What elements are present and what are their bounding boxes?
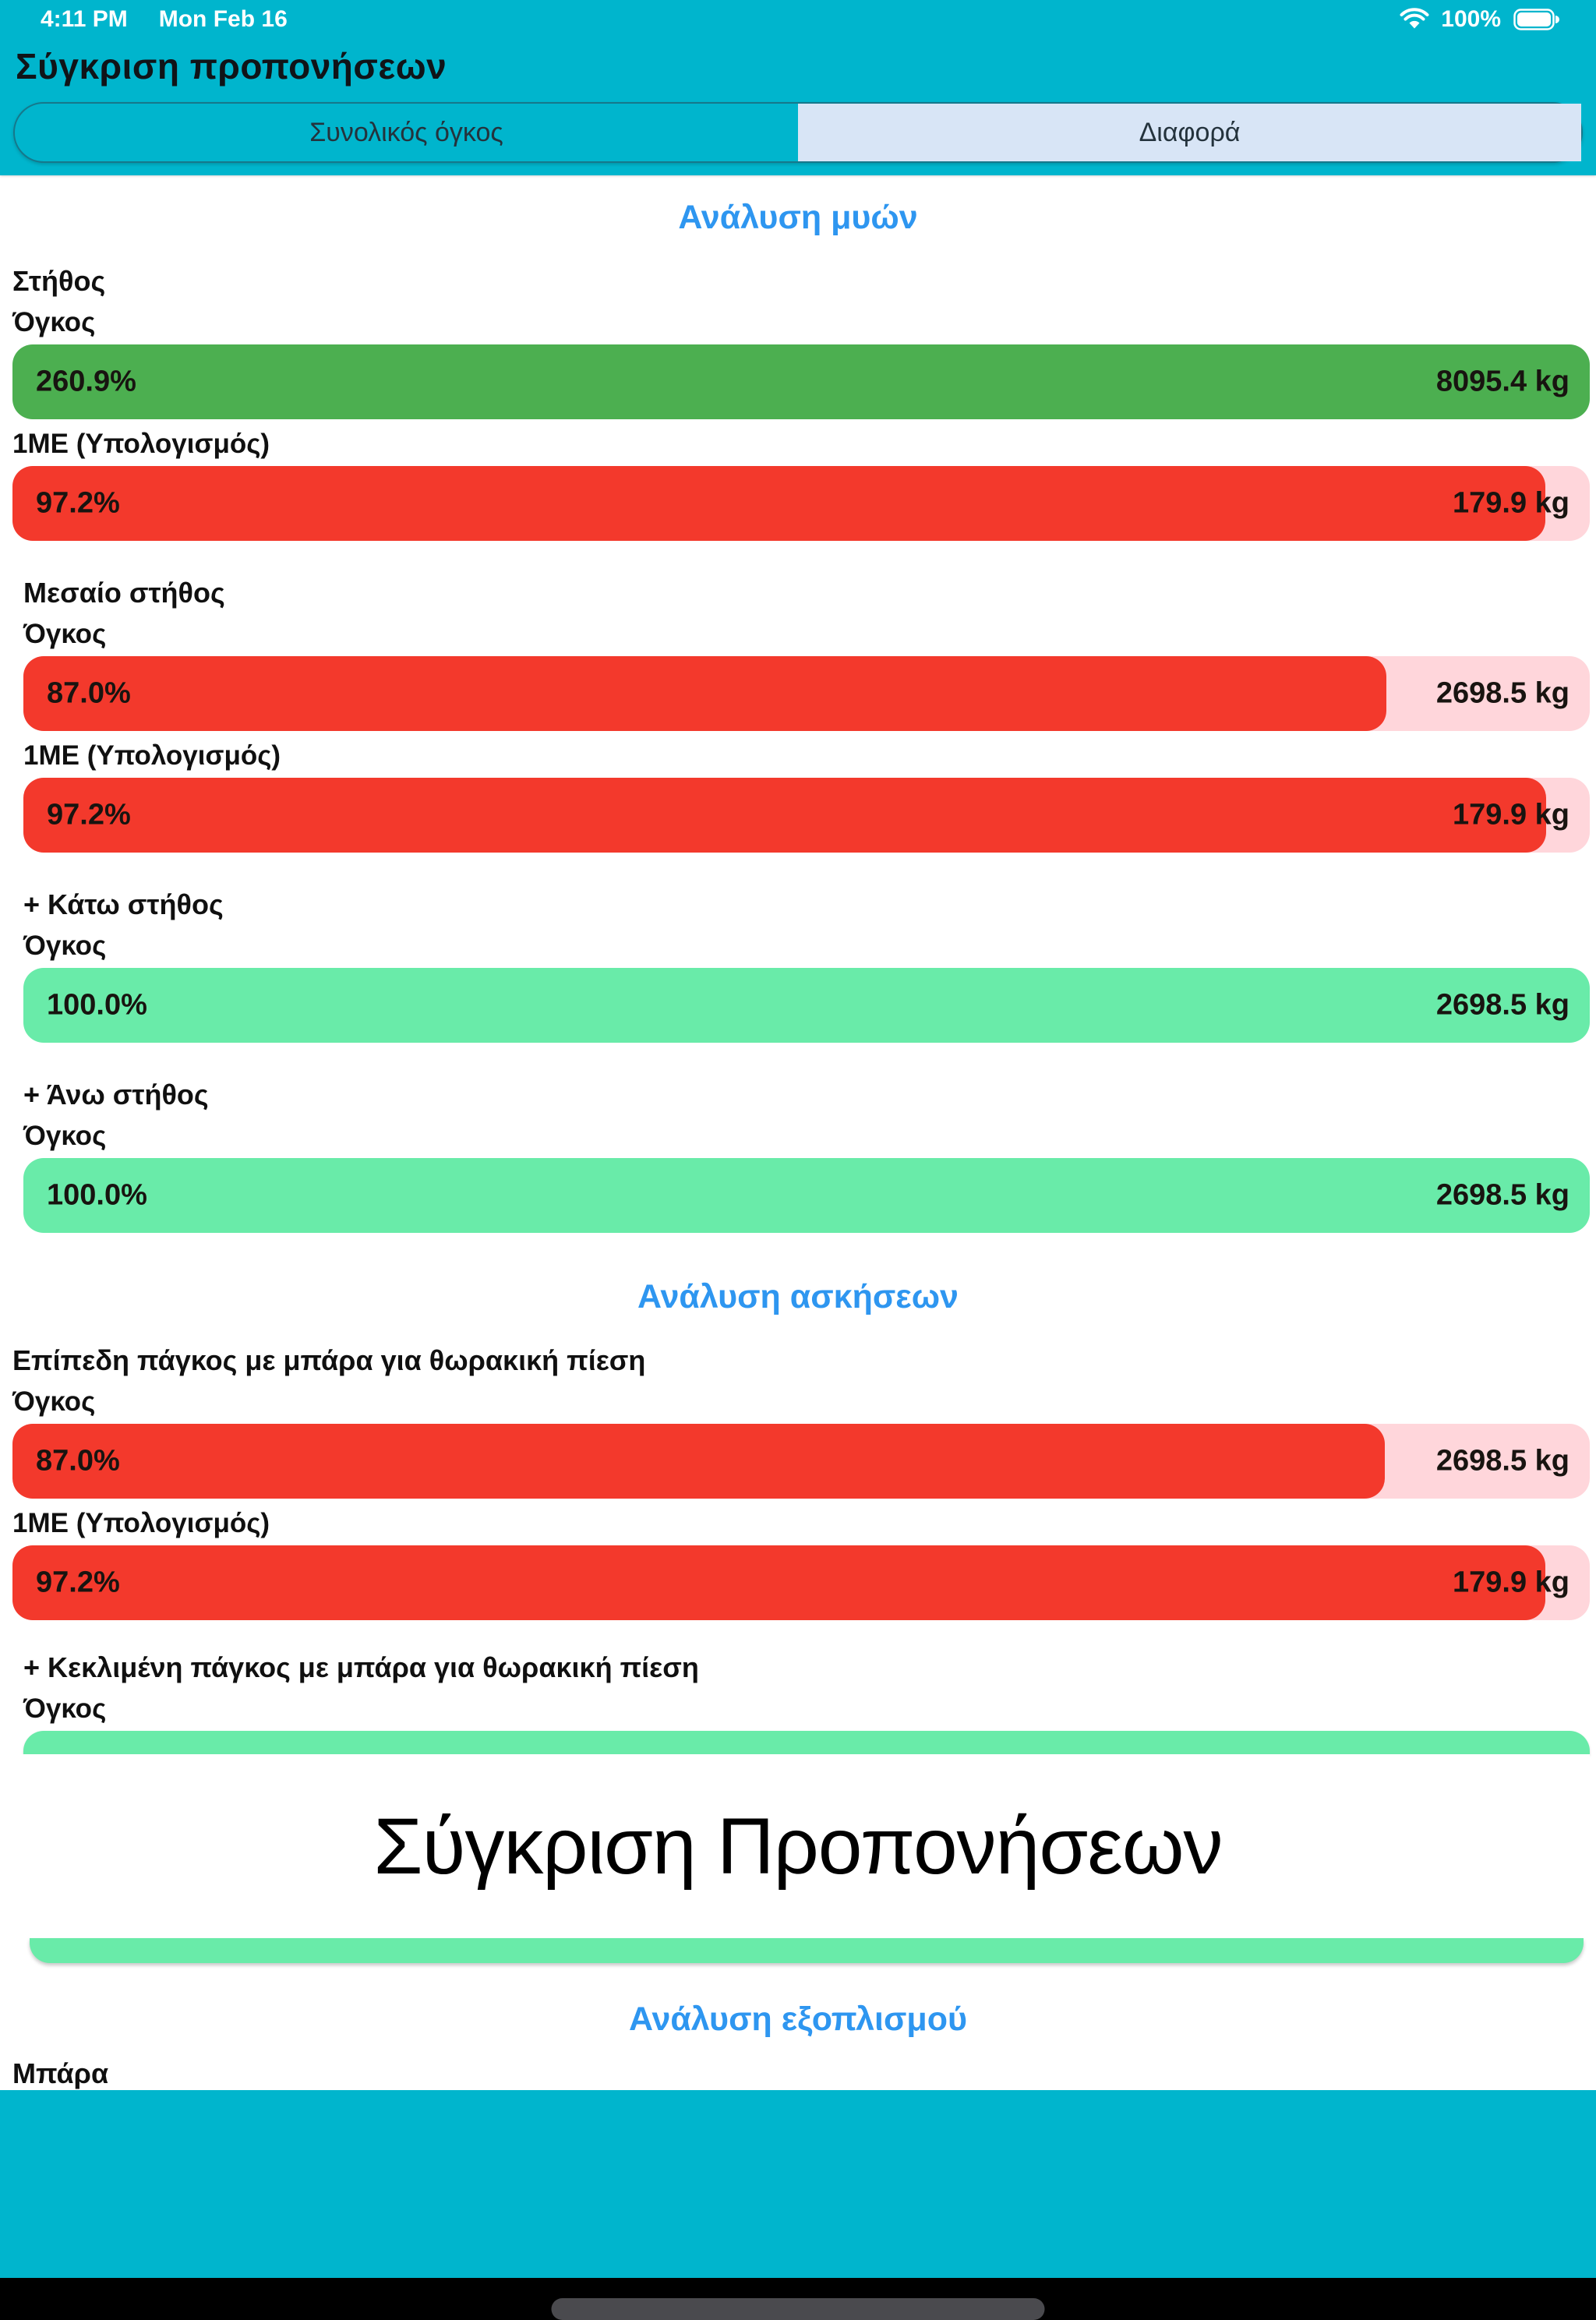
volume-bar <box>23 1158 1590 1233</box>
volume-bar-top-sliver <box>23 1731 1590 1754</box>
bar-fill <box>12 344 1590 419</box>
bar-fill <box>23 656 1386 731</box>
bar-fill <box>12 1545 1545 1620</box>
bar-fill <box>23 1158 1590 1233</box>
status-time: 4:11 PM <box>41 6 128 32</box>
group-name: + Κεκλιμένη πάγκος με μπάρα για θωρακική πίεση <box>23 1651 699 1683</box>
segmented-control <box>13 102 1583 163</box>
bar-percent: 97.2% <box>36 486 120 520</box>
bottom-bar <box>0 2278 1596 2311</box>
status-bar <box>0 0 1596 33</box>
section-title-equipment: Ανάλυση εξοπλισμού <box>628 2000 968 2038</box>
bar-value: 179.9 kg <box>1453 486 1570 520</box>
equipment-chart-area <box>0 2090 1596 2278</box>
volume-bar-bottom-sliver <box>30 1938 1584 1963</box>
bar-percent: 100.0% <box>47 1178 147 1212</box>
bar-percent: 97.2% <box>47 798 131 832</box>
bar-fill <box>12 1424 1385 1499</box>
tab-difference[interactable]: Διαφορά <box>798 104 1581 161</box>
volume-bar <box>12 1424 1590 1499</box>
muscle-group-upper-chest <box>6 1079 1590 1233</box>
muscle-group-lower-chest <box>6 888 1590 1043</box>
page-title: Σύγκριση προπονήσεων <box>16 46 447 87</box>
metric-label: 1ΜΕ (Υπολογισμός) <box>12 1508 270 1538</box>
bar-fill <box>23 778 1546 853</box>
exercise-group-incline-bench <box>6 1651 1590 1754</box>
one-rm-bar <box>12 466 1590 541</box>
bar-percent: 87.0% <box>36 1444 120 1478</box>
bar-value: 179.9 kg <box>1453 1566 1570 1599</box>
bar-percent: 100.0% <box>47 988 147 1022</box>
bar-value: 2698.5 kg <box>1435 676 1570 710</box>
wifi-icon <box>1400 9 1428 30</box>
metric-label: Όγκος <box>23 1693 107 1724</box>
metric-label: Όγκος <box>23 619 107 649</box>
group-name: + Κάτω στήθος <box>23 888 224 920</box>
group-name: Επίπεδη πάγκος με μπάρα για θωρακική πίεση <box>12 1344 646 1376</box>
home-indicator[interactable] <box>552 2298 1045 2320</box>
group-name: + Άνω στήθος <box>23 1079 209 1111</box>
one-rm-bar <box>23 778 1590 853</box>
battery-icon <box>1513 9 1559 30</box>
bar-value: 2698.5 kg <box>1435 1178 1570 1212</box>
bar-percent: 260.9% <box>36 365 136 398</box>
metric-label: Όγκος <box>23 930 107 961</box>
bar-percent: 87.0% <box>47 676 131 710</box>
bar-value: 2698.5 kg <box>1435 1444 1570 1478</box>
metric-label: Όγκος <box>12 307 96 337</box>
bar-fill <box>12 466 1545 541</box>
comparison-content <box>0 175 1596 2090</box>
overlay-title: Σύγκριση Προπονήσεων <box>373 1801 1223 1891</box>
group-name: Μεσαίο στήθος <box>23 577 225 609</box>
metric-label: Όγκος <box>23 1121 107 1151</box>
metric-label: 1ΜΕ (Υπολογισμός) <box>23 740 281 771</box>
metric-label: Όγκος <box>12 1386 96 1417</box>
status-date: Mon Feb 16 <box>158 6 288 32</box>
exercise-group-flat-bench <box>6 1344 1590 1620</box>
top-header-zone <box>0 0 1596 175</box>
muscle-group-chest <box>6 265 1590 541</box>
muscle-group-mid-chest <box>6 577 1590 853</box>
bar-value: 179.9 kg <box>1453 798 1570 832</box>
group-name-barbell: Μπάρα <box>12 2057 109 2089</box>
battery-percent: 100% <box>1441 6 1501 32</box>
volume-bar <box>23 968 1590 1043</box>
volume-bar <box>23 656 1590 731</box>
bar-value: 8095.4 kg <box>1435 365 1570 398</box>
bar-percent: 97.2% <box>36 1566 120 1599</box>
bar-fill <box>23 968 1590 1043</box>
tab-total-volume[interactable]: Συνολικός όγκος <box>309 117 503 147</box>
section-title-exercises: Ανάλυση ασκήσεων <box>637 1278 959 1315</box>
one-rm-bar <box>12 1545 1590 1620</box>
volume-bar <box>12 344 1590 419</box>
section-title-muscles: Ανάλυση μυών <box>678 199 918 236</box>
metric-label: 1ΜΕ (Υπολογισμός) <box>12 429 270 459</box>
bar-value: 2698.5 kg <box>1435 988 1570 1022</box>
group-name: Στήθος <box>12 265 106 297</box>
launch-overlay <box>6 1754 1590 1938</box>
